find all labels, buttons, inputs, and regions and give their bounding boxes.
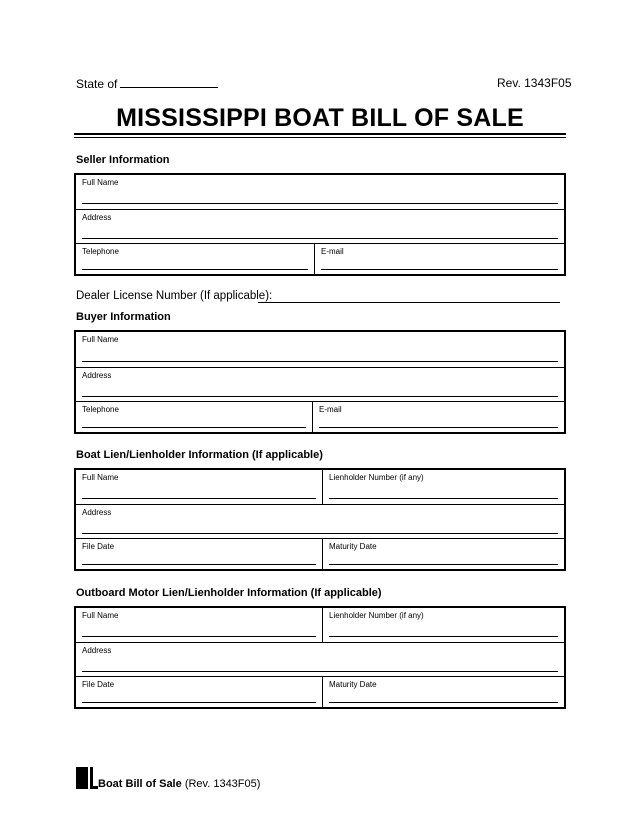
seller-email-cell[interactable] bbox=[314, 244, 564, 275]
boat-lien-address-input[interactable] bbox=[82, 533, 558, 534]
motor-lien-full-name-cell[interactable] bbox=[76, 608, 322, 642]
seller-full-name-input[interactable] bbox=[82, 203, 558, 204]
boat-lien-number-input[interactable] bbox=[329, 498, 558, 499]
boat-lien-address-row[interactable] bbox=[76, 504, 564, 539]
buyer-email-label: E-mail bbox=[319, 405, 342, 414]
footer-revision: (Rev. 1343F05) bbox=[184, 778, 261, 790]
buyer-email-input[interactable] bbox=[319, 427, 558, 428]
buyer-address-label: Address bbox=[82, 371, 112, 380]
seller-telephone-input[interactable] bbox=[82, 269, 308, 270]
buyer-contact-row bbox=[76, 401, 564, 433]
motor-lien-maturity-date-input[interactable] bbox=[329, 702, 558, 703]
seller-contact-row bbox=[76, 243, 564, 275]
seller-email-label: E-mail bbox=[321, 247, 344, 256]
seller-telephone-cell[interactable] bbox=[76, 244, 314, 275]
buyer-telephone-cell[interactable] bbox=[76, 402, 312, 433]
motor-lien-file-date-input[interactable] bbox=[82, 702, 316, 703]
motor-lien-maturity-date-label: Maturity Date bbox=[329, 680, 377, 689]
boat-lien-file-date-cell[interactable] bbox=[76, 539, 322, 570]
dealer-license-input[interactable] bbox=[258, 302, 560, 303]
seller-full-name-label: Full Name bbox=[82, 178, 119, 187]
buyer-telephone-input[interactable] bbox=[82, 427, 306, 428]
boat-lien-address-label: Address bbox=[82, 508, 112, 517]
boat-lien-maturity-date-input[interactable] bbox=[329, 564, 558, 565]
boat-lien-box bbox=[74, 468, 566, 571]
boat-lien-number-label: Lienholder Number (if any) bbox=[329, 473, 424, 482]
title-rule-thick bbox=[74, 133, 566, 135]
revision-number: Rev. 1343F05 bbox=[497, 76, 572, 90]
boat-lien-heading: Boat Lien/Lienholder Information (If applicable) bbox=[76, 449, 323, 461]
buyer-address-row[interactable] bbox=[76, 367, 564, 402]
document-logo-icon bbox=[76, 767, 98, 789]
buyer-email-cell[interactable] bbox=[312, 402, 564, 433]
footer-caption bbox=[98, 778, 260, 790]
dealer-license-label: Dealer License Number (If applicable): bbox=[76, 290, 273, 302]
boat-lien-dates-row bbox=[76, 538, 564, 570]
seller-address-row[interactable] bbox=[76, 209, 564, 244]
seller-email-input[interactable] bbox=[321, 269, 558, 270]
motor-lien-number-input[interactable] bbox=[329, 636, 558, 637]
buyer-full-name-row[interactable] bbox=[76, 332, 564, 367]
motor-lien-full-name-label: Full Name bbox=[82, 611, 119, 620]
motor-lien-address-label: Address bbox=[82, 646, 112, 655]
boat-lien-name-row bbox=[76, 470, 564, 504]
motor-lien-maturity-date-cell[interactable] bbox=[322, 677, 564, 708]
boat-lien-full-name-input[interactable] bbox=[82, 498, 316, 499]
buyer-heading: Buyer Information bbox=[76, 311, 171, 323]
boat-lien-file-date-input[interactable] bbox=[82, 564, 316, 565]
motor-lien-address-input[interactable] bbox=[82, 671, 558, 672]
buyer-box bbox=[74, 330, 566, 434]
buyer-full-name-label: Full Name bbox=[82, 335, 119, 344]
seller-box bbox=[74, 173, 566, 276]
motor-lien-box bbox=[74, 606, 566, 709]
motor-lien-heading: Outboard Motor Lien/Lienholder Information (If applicable) bbox=[76, 587, 382, 599]
buyer-telephone-label: Telephone bbox=[82, 405, 119, 414]
state-label: State of bbox=[76, 77, 118, 91]
motor-lien-file-date-label: File Date bbox=[82, 680, 115, 689]
motor-lien-address-row[interactable] bbox=[76, 642, 564, 677]
boat-lien-number-cell[interactable] bbox=[322, 470, 564, 504]
state-blank-line[interactable] bbox=[120, 76, 218, 88]
motor-lien-full-name-input[interactable] bbox=[82, 636, 316, 637]
motor-lien-dates-row bbox=[76, 676, 564, 708]
motor-lien-file-date-cell[interactable] bbox=[76, 677, 322, 708]
motor-lien-number-label: Lienholder Number (if any) bbox=[329, 611, 424, 620]
state-field[interactable] bbox=[76, 76, 218, 91]
document-title: MISSISSIPPI BOAT BILL OF SALE bbox=[116, 104, 524, 132]
seller-heading: Seller Information bbox=[76, 154, 170, 166]
boat-lien-maturity-date-cell[interactable] bbox=[322, 539, 564, 570]
buyer-address-input[interactable] bbox=[82, 396, 558, 397]
seller-address-input[interactable] bbox=[82, 238, 558, 239]
seller-address-label: Address bbox=[82, 213, 112, 222]
motor-lien-name-row bbox=[76, 608, 564, 642]
motor-lien-number-cell[interactable] bbox=[322, 608, 564, 642]
title-rule-thin bbox=[74, 137, 566, 138]
boat-lien-file-date-label: File Date bbox=[82, 542, 115, 551]
boat-lien-full-name-cell[interactable] bbox=[76, 470, 322, 504]
boat-lien-maturity-date-label: Maturity Date bbox=[329, 542, 377, 551]
footer-doc-name: Boat Bill of Sale bbox=[98, 778, 182, 790]
buyer-full-name-input[interactable] bbox=[82, 361, 558, 362]
seller-telephone-label: Telephone bbox=[82, 247, 119, 256]
seller-full-name-row[interactable] bbox=[76, 175, 564, 209]
boat-lien-full-name-label: Full Name bbox=[82, 473, 119, 482]
